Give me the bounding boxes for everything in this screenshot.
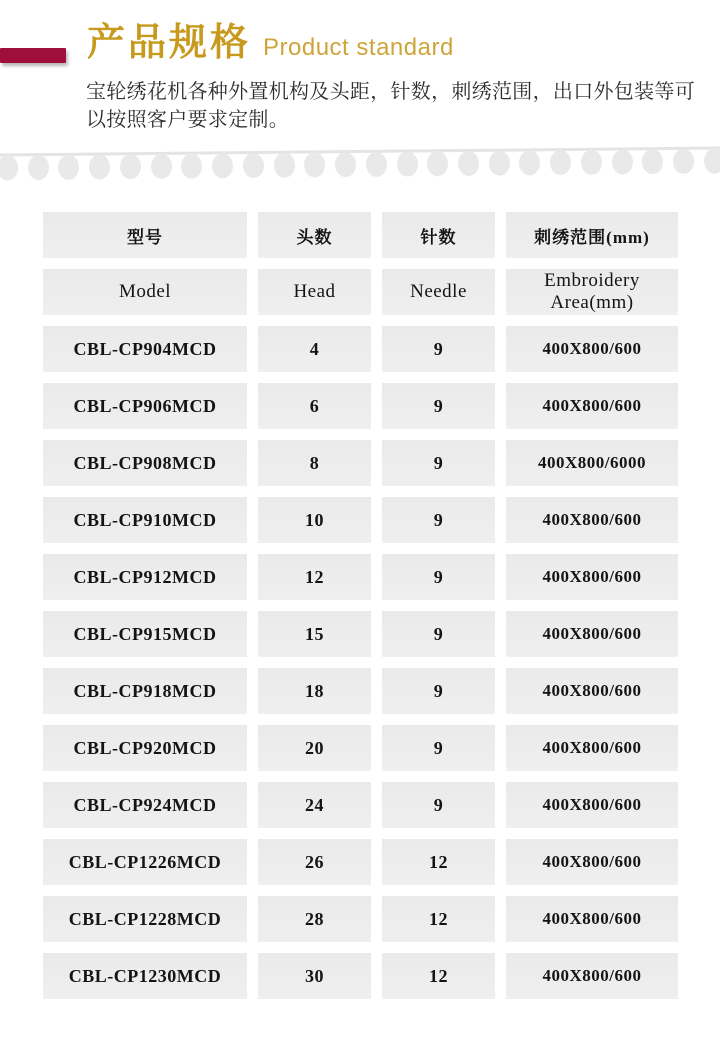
table-cell: CBL-CP906MCD [43,383,247,429]
table-cell: 9 [382,782,495,828]
table-cell: 400X800/600 [506,896,678,942]
table-header-en: Embroidery Area(mm) [506,269,678,315]
table-cell: 28 [258,896,371,942]
garland-dot-icon [0,155,18,180]
table-cell: 9 [382,554,495,600]
table-cell: 20 [258,725,371,771]
garland-dot-icon [28,155,49,180]
garland-dot-icon [366,152,387,177]
table-cell: 9 [382,440,495,486]
table-cell: 12 [382,839,495,885]
table-cell: 400X800/600 [506,326,678,372]
garland-dot-icon [212,153,233,178]
table-header-cn: 针数 [382,212,495,258]
table-cell: 30 [258,953,371,999]
table-cell: 6 [258,383,371,429]
table-header-en: Head [258,269,371,315]
table-header-en: Model [43,269,247,315]
table-cell: 400X800/600 [506,839,678,885]
table-cell: CBL-CP904MCD [43,326,247,372]
table-cell: CBL-CP924MCD [43,782,247,828]
page-description: 宝轮绣花机各种外置机构及头距，针数，刺绣范围，出口外包装等可以按照客户要求定制。 [86,81,695,131]
table-cell: 12 [382,953,495,999]
table-cell: 400X800/600 [506,497,678,543]
garland-dot-icon [181,154,202,179]
table-cell: CBL-CP1226MCD [43,839,247,885]
garland-dot-icon [335,152,356,177]
garland-dot-icon [151,154,172,179]
table-cell: 10 [258,497,371,543]
garland-dot-icon [550,150,571,175]
table-cell: 26 [258,839,371,885]
accent-bar [0,48,66,63]
garland-dot-icon [427,151,448,176]
table-cell: 400X800/6000 [506,440,678,486]
garland-dot-icon [519,150,540,175]
table-cell: CBL-CP918MCD [43,668,247,714]
table-cell: 9 [382,326,495,372]
table-cell: 4 [258,326,371,372]
table-cell: 400X800/600 [506,611,678,657]
spec-table [43,212,678,999]
table-header-cn: 型号 [43,212,247,258]
garland-dot-icon [581,150,602,175]
garland-dot-icon [89,154,110,179]
garland-dot-icon [642,149,663,174]
table-cell: 400X800/600 [506,668,678,714]
table-cell: 9 [382,497,495,543]
garland-dot-icon [120,154,141,179]
garland-dot-icon [673,149,694,174]
table-cell: CBL-CP1230MCD [43,953,247,999]
garland-dot-icon [304,152,325,177]
table-cell: 12 [258,554,371,600]
table-cell: CBL-CP912MCD [43,554,247,600]
table-header-cn: 刺绣范围(mm) [506,212,678,258]
table-cell: 400X800/600 [506,953,678,999]
page-title-cn: 产品规格 [87,22,252,64]
garland-divider [0,146,720,180]
page-header [87,22,454,66]
table-cell: 15 [258,611,371,657]
garland-dot-icon [274,153,295,178]
table-cell: CBL-CP908MCD [43,440,247,486]
table-cell: CBL-CP1228MCD [43,896,247,942]
page-title-en: Product standard [263,34,454,61]
garland-dot-icon [704,149,720,174]
garland-dot-icon [612,149,633,174]
table-cell: 12 [382,896,495,942]
table-cell: 400X800/600 [506,554,678,600]
table-cell: 9 [382,611,495,657]
table-cell: 18 [258,668,371,714]
garland-dot-icon [489,151,510,176]
table-cell: 24 [258,782,371,828]
table-cell: 400X800/600 [506,383,678,429]
table-cell: CBL-CP920MCD [43,725,247,771]
table-cell: 400X800/600 [506,782,678,828]
table-cell: 8 [258,440,371,486]
table-cell: CBL-CP915MCD [43,611,247,657]
table-header-en: Needle [382,269,495,315]
garland-dot-icon [243,153,264,178]
garland-dot-icon [458,151,479,176]
table-cell: CBL-CP910MCD [43,497,247,543]
table-cell: 9 [382,725,495,771]
table-cell: 400X800/600 [506,725,678,771]
table-cell: 9 [382,383,495,429]
table-cell: 9 [382,668,495,714]
table-header-cn: 头数 [258,212,371,258]
garland-dot-icon [396,151,417,176]
garland-dot-icon [58,155,79,180]
